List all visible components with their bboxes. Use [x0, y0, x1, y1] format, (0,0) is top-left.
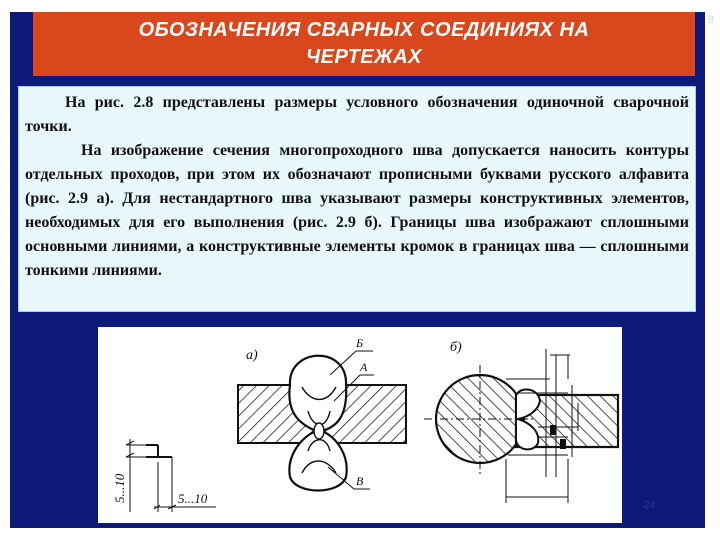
letter-a-label: А — [360, 360, 368, 374]
slide-title-box — [33, 12, 695, 76]
letter-b-label: Б — [356, 336, 364, 350]
figure-b-label: б) — [450, 340, 462, 355]
paragraph-2: На изображение сечения многопроходного шва допускается наносить контуры отдельных проходов, при этом их обозначают прописными буквами русского алфавита (рис. 2.9 а). Для нестандартного шва указывают размеры конструктивных элементов, необходимых для его выполнения (рис. 2.9 б). Границы шва изображают сплошными основными линиями, а конструктивные элементы кромок в границах шва — сплошными тонкими линиями. — [25, 142, 689, 279]
spot-weld-symbol — [112, 439, 216, 512]
figure-2-9-b — [424, 340, 618, 503]
weld-drawing — [98, 327, 622, 523]
figure-panel — [98, 327, 622, 523]
figure-a-label: а) — [246, 348, 258, 363]
letter-v-label: В — [356, 474, 364, 488]
figure-2-9-a — [238, 336, 406, 491]
dim-vertical-label: 5...10 — [112, 473, 127, 503]
dim-horizontal-label: 5...10 — [178, 491, 208, 506]
corner-mark: 8 — [707, 14, 714, 26]
page-number: 24 — [644, 500, 656, 511]
slide-title: ОБОЗНАЧЕНИЯ СВАРНЫХ СОЕДИНИЯХ НА ЧЕРТЕЖАХ — [138, 19, 590, 68]
paragraph-1: На рис. 2.8 представлены размеры условного обозначения одиночной сварочной точки. — [25, 94, 689, 135]
text-panel — [18, 86, 696, 312]
